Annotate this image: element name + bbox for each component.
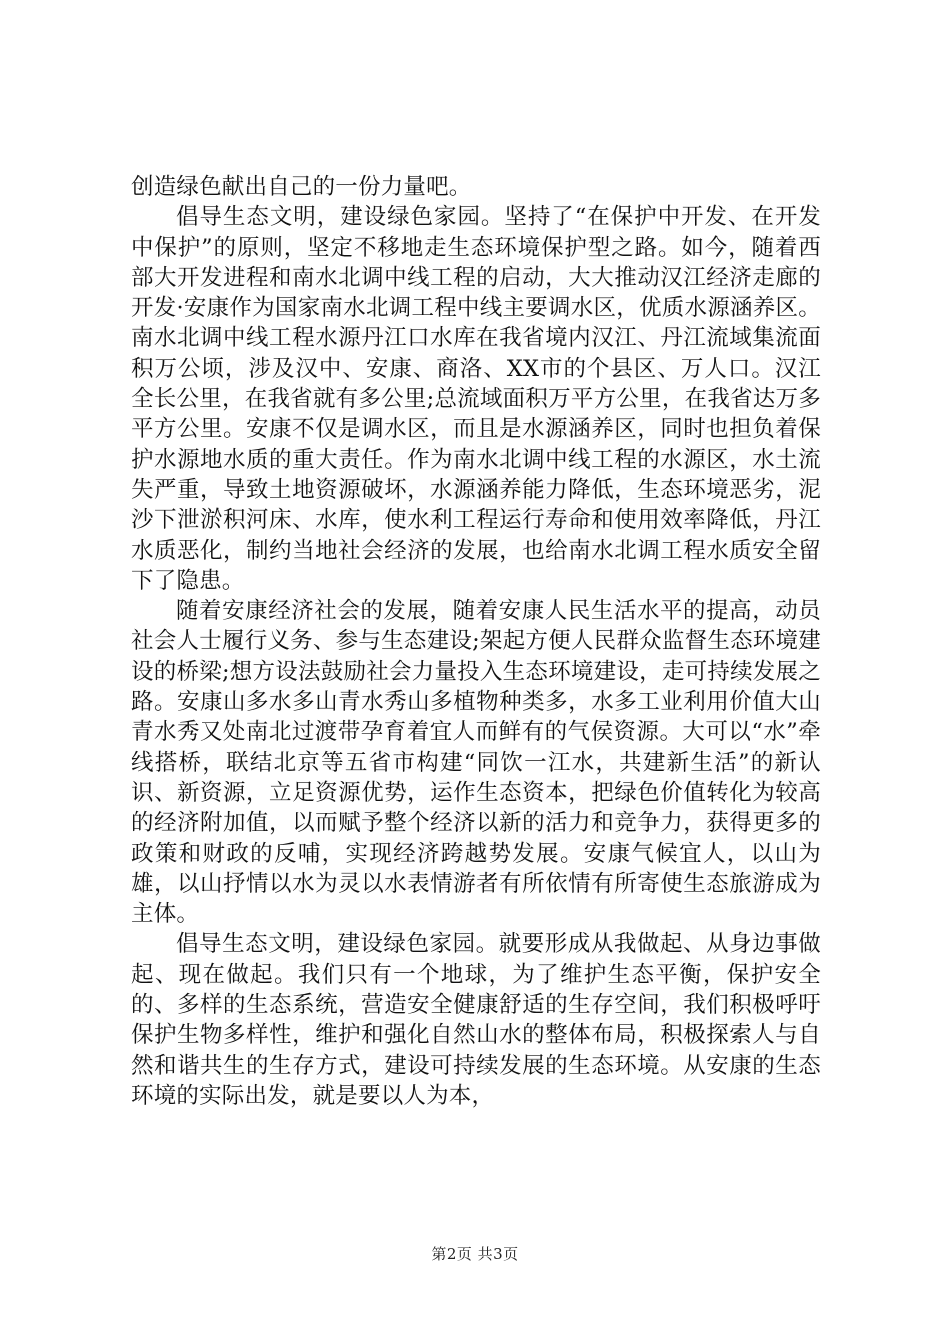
paragraph-3: 随着安康经济社会的发展，随着安康人民生活水平的提高，动员社会人士履行义务、参与生态建设;架起方便人民群众监督生态环境建设的桥梁;想方设法鼓励社会力量投入生态环境建设，走可持续发展之路。安康山多水多山青水秀山多植物种类多，水多工业利用价值大山青水秀又处南北过渡带孕育着宜人而鲜有的气侯资源。大可以“水”牵线搭桥，联结北京等五省市构建“同饮一江水，共建新生活”的新认识、新资源，立足资源优势，运作生态资本，把绿色价值转化为较高的经济附加值，以而赋予整个经济以新的活力和竞争力，获得更多的政策和财政的反哺，实现经济跨越势发展。安康气候宜人，以山为雄，以山抒情以水为灵以水表情游者有所依情有所寄使生态旅游成为主体。	[131, 598, 821, 928]
document-body	[131, 172, 821, 1111]
paragraph-4: 倡导生态文明，建设绿色家园。就要形成从我做起、从身边事做起、现在做起。我们只有一个地球，为了维护生态平衡，保护安全的、多样的生态系统，营造安全健康舒适的生存空间，我们积极呼吁保护生物多样性，维护和强化自然山水的整体布局，积极探索人与自然和谐共生的生存方式，建设可持续发展的生态环境。从安康的生态环境的实际出发，就是要以人为本，	[131, 931, 821, 1109]
paragraph-2: 倡导生态文明，建设绿色家园。坚持了“在保护中开发、在开发中保护”的原则，坚定不移地走生态环境保护型之路。如今，随着西部大开发进程和南水北调中线工程的启动，大大推动汉江经济走廊的开发·安康作为国家南水北调工程中线主要调水区，优质水源涵养区。南水北调中线工程水源丹江口水库在我省境内汉江、丹江流域集流面积万公顷，涉及汉中、安康、商洛、XX市的个县区、万人口。汉江全长公里，在我省就有多公里;总流域面积万平方公里，在我省达万多平方公里。安康不仅是调水区，而且是水源涵养区，同时也担负着保护水源地水质的重大责任。作为南水北调中线工程的水源区，水土流失严重，导致土地资源破坏，水源涵养能力降低，生态环境恶劣，泥沙下泄淤积河床、水库，使水利工程运行寿命和使用效率降低，丹江水质恶化，制约当地社会经济的发展，也给南水北调工程水质安全留下了隐患。	[131, 204, 821, 594]
paragraph-1: 创造绿色献出自己的一份力量吧。	[131, 174, 472, 200]
page-number-footer: 第2页 共3页	[431, 1245, 519, 1263]
